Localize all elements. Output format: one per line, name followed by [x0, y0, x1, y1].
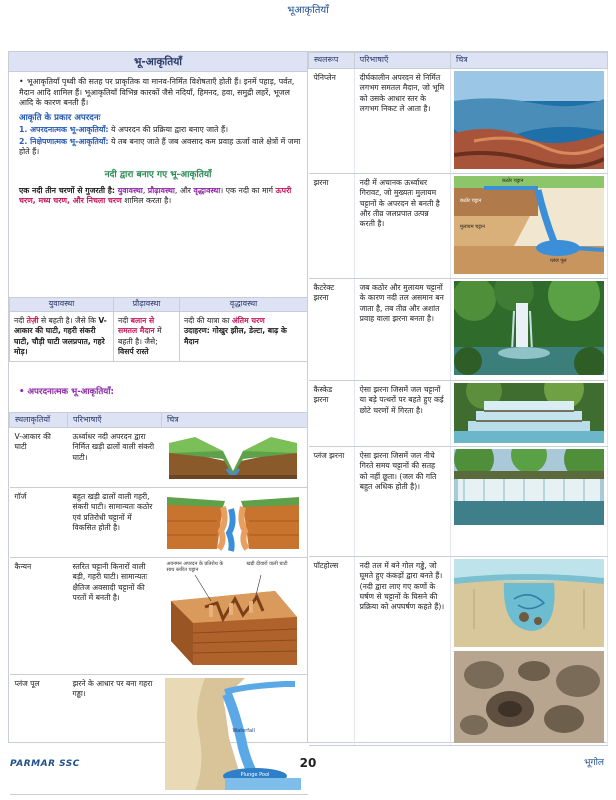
landform-name: कैन्यन [10, 558, 68, 675]
section-title: भू-आकृतियाँ [9, 52, 307, 72]
v-valley-illustration [165, 431, 301, 483]
landform-definition: ऐसा झरना जिसमें जल नीचे गिरते समय चट्टानों की सतह को नहीं छूता। (जल की गति बहुत अधिक होती है)। [354, 447, 450, 557]
pothole-diagram [454, 559, 604, 647]
waterfall-label-4: प्लंज पूल [550, 258, 567, 264]
gorge-image [162, 488, 308, 558]
plunge-waterfall-image [451, 447, 608, 557]
erosional-landforms-heading: • अपरदनात्मक भू-आकृतियाँ: [19, 387, 114, 397]
table-row [10, 488, 308, 558]
stage-and: , और [174, 185, 194, 195]
footer-brand: PARMAR SSC [10, 759, 80, 769]
table-row [10, 428, 308, 488]
peneplain-illustration [454, 71, 604, 169]
river-courses: ऊपरी चरण, मध्य चरण, और निचला चरण [19, 185, 292, 206]
type-depositional-text: ये तब बनाए जाते हैं जब अवसाद कम प्रवाह ऊर्जा वाले क्षेत्रों में जमा होते हैं। [19, 136, 301, 157]
landform-name: कैटरेक्ट झरना [309, 279, 355, 381]
cascade-image [451, 381, 608, 447]
potholes-image [451, 557, 608, 746]
table-row [309, 447, 608, 557]
type-erosional-label: 1. अपरदनात्मक भू-आकृतियाँ: [19, 125, 109, 135]
river-stages-table [9, 297, 308, 362]
stage-mature: प्रौढ़ावस्था [147, 185, 175, 195]
table-row [309, 69, 608, 174]
landform-definition: झरने के आधार पर बना गहरा गड्ढा। [68, 675, 162, 795]
cataract-illustration [454, 281, 604, 375]
stages-pre: एक नदी तीन चरणों से गुजरती है: [19, 185, 118, 195]
landform-name: पेनिप्लेन [309, 69, 355, 174]
bullet-icon: • [19, 77, 24, 86]
potholes-photo [454, 651, 604, 743]
table-row [309, 174, 608, 279]
landform-name: V-आकार की घाटी [10, 428, 68, 488]
r-header-image: चित्र [451, 53, 608, 69]
landform-name: प्लंज झरना [309, 447, 355, 557]
type-depositional [19, 137, 301, 158]
gorge-illustration [165, 491, 301, 553]
table-row [10, 675, 308, 795]
stage-old: वृद्धावस्था [193, 185, 221, 195]
landform-definition: बहुत खड़ी ढालों वाली गहरी, संकरी घाटी। सामान्यतः कठोर एवं प्रतिरोधी चट्टानों में विकसित होती है। [68, 488, 162, 558]
plunge-label-waterfall: Waterfall [232, 728, 255, 734]
cataract-image [451, 279, 608, 381]
r-header-definition: परिभाषाएँ [354, 53, 450, 69]
eros-header-definition: परिभाषाएँ [68, 413, 162, 428]
type-depositional-label: 2. निक्षेपणात्मक भू-आकृतियाँ: [19, 136, 109, 146]
waterfall-label-3: कठोर चट्टान [460, 198, 482, 204]
right-panel [308, 52, 608, 742]
landform-name: कैस्केड झरना [309, 381, 355, 447]
landform-name: झरना [309, 174, 355, 279]
stage-header-youth: युवावस्था [10, 298, 114, 312]
v-valley-image [162, 428, 308, 488]
landform-name: गॉर्ज [10, 488, 68, 558]
types-heading: आकृति के प्रकार अपरदनः [19, 112, 101, 123]
cascade-illustration [454, 383, 604, 443]
landforms-table [308, 52, 608, 746]
landform-definition: ऐसा झरना जिसमें जल चट्टानों या बड़े पत्थरों पर बहते हुए कई छोटे चरणों में गिरता है। [354, 381, 450, 447]
plunge-pool-image [162, 675, 308, 795]
intro-paragraph [9, 72, 307, 109]
river-landforms-heading: नदी द्वारा बनाए गए भू-आकृतियाँ [104, 169, 212, 180]
stage-cell-youth: नदी तेज़ी से बहती है। जैसे कि V-आकार की घाटी, गहरी संकरी घाटी, चौड़ी घाटी जलप्रपात, गहरे मोड़। [10, 312, 114, 362]
erosional-landforms-table [9, 412, 308, 795]
table-row [309, 381, 608, 447]
plunge-waterfall-illustration [454, 449, 604, 525]
footer-subject: भूगोल [584, 758, 604, 768]
waterfall-label-2: मुलायम चट्टान [460, 224, 485, 230]
stage-cell-mature: नदी बलान से समतल मैदान में बहती है। जैसे; विसर्प रास्ते [114, 312, 180, 362]
stages-mid: । एक नदी का मार्ग [220, 185, 276, 195]
table-row [309, 279, 608, 381]
canyon-label-right: खड़ी दीवारों वाली घाटी [246, 561, 288, 567]
type-erosional-text: ये अपरदन की प्रक्रिया द्वारा बनाए जाते हैं। [108, 125, 229, 135]
page-number: 20 [299, 756, 317, 770]
river-stages-paragraph: एक नदी तीन चरणों से गुजरती है: युवावस्था, प्रौढ़ावस्था, और वृद्धावस्था। एक नदी का मार्ग ऊपरी चरण, मध्य चरण, और निचला चरण शामिल करता है। [19, 185, 292, 206]
type-erosional [19, 125, 301, 136]
table-row [309, 557, 608, 746]
landform-definition: दीर्घकालीन अपरदन से निर्मित लगभग समतल मैदान, जो भूमि को उसके आधार स्तर के लगभग निकट ले आता है। [354, 69, 450, 174]
plunge-label-pool: Plunge Pool [240, 772, 270, 778]
stage-header-mature: प्रौढ़ावस्था [114, 298, 180, 312]
r-header-landform: स्थलरूप [309, 53, 355, 69]
landform-definition: नदी में अचानक ऊर्ध्वाधर गिरावट, जो मुख्यतः मुलायम चट्टानों के अपरदन से बनती है और तीव्र जलप्रपात उत्पन्न करती है। [354, 174, 450, 279]
landform-name: प्लंज पूल [10, 675, 68, 795]
stage-youth: युवावस्था [117, 185, 143, 195]
landform-definition: स्तरित चट्टानी किनारों वाली बड़ी, गहरी घाटी। सामान्यतः क्षैतिज अवसादी चट्टानों की परतों में बनती है। [68, 558, 162, 675]
landform-definition: जब कठोर और मुलायम चट्टानों के कारण नदी तल असमान बन जाता है, तब तीव्र और अशांत प्रवाह वाला झरना बनता है। [354, 279, 450, 381]
table-row [10, 558, 308, 675]
waterfall-label-1: कठोर चट्टान [502, 178, 524, 184]
eros-header-image: चित्र [162, 413, 308, 428]
stages-post: शामिल करता है। [121, 196, 172, 206]
canyon-label-left: अवनमन अपरदन के प्रतिरोध के साथ स्तरित चट्टान [166, 561, 224, 573]
intro-text: भूआकृतियाँ पृथ्वी की सतह पर प्राकृतिक या मानव-निर्मित विशेषताएँ होती हैं। इनमें पहाड़, पर्वत, मैदान आदि शामिल हैं। भूआकृतियाँ विभिन्न कारकों जैसे नदियाँ, हिमनद, हवा, समुद्री लहरें, भूजल आदि के कारण बनती हैं। [19, 77, 295, 108]
stage-header-old: वृद्धावस्था [180, 298, 308, 312]
canyon-illustration [165, 561, 301, 671]
landform-definition: नदी तल में बने गोल गड्ढे, जो घूमते हुए कंकड़ों द्वारा बनते हैं। (नदी द्वारा लाए गए कणों के घर्षण से चट्टानों के घिसने की प्रक्रिया को अपघर्षण कहते हैं)। [354, 557, 450, 746]
eros-header-landform: स्थलाकृतियाँ [10, 413, 68, 428]
stage-cell-old: नदी की यात्रा का अंतिम चरण उदाहरण: गोखुर झील, डेल्टा, बाढ़ के मैदान [180, 312, 308, 362]
landform-name: पॉटहोल्स [309, 557, 355, 746]
landform-definition: ऊर्ध्वाधर नदी अपरदन द्वारा निर्मित खड़ी ढालों वाली संकरी घाटी। [68, 428, 162, 488]
peneplain-image [451, 69, 608, 174]
waterfall-image [451, 174, 608, 279]
canyon-image [162, 558, 308, 675]
page-header-title: भूआकृतियाँ [287, 5, 329, 16]
